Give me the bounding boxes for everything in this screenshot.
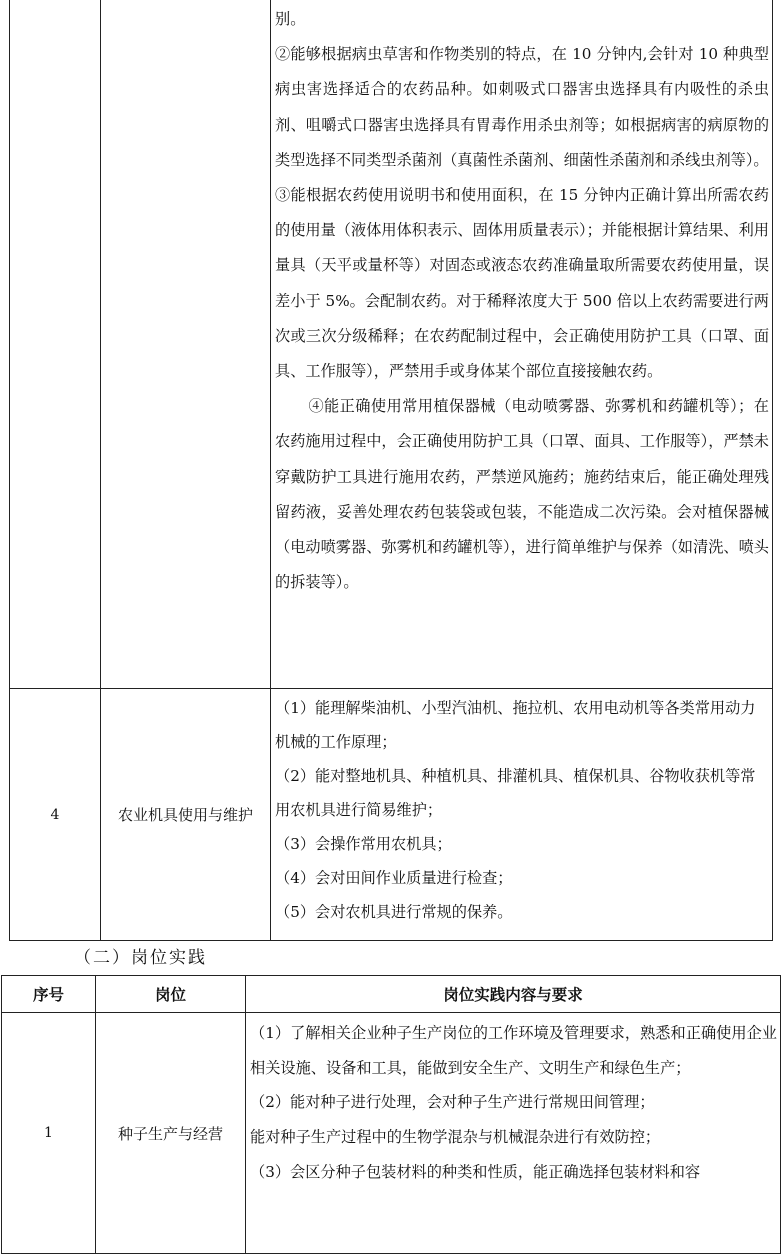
table-row-continued	[10, 0, 773, 689]
requirement-item: （4）会对田间作业质量进行检查；	[275, 869, 513, 887]
requirement-paragraph: ④能正确使用常用植保器械（电动喷雾器、弥雾机和药罐机等）；在农药施用过程中，会正确使用防护工具（口罩、面具、工作服等），严禁未穿戴防护工具进行施用农药，严禁逆风施药；施药结束后，能正确处理残留药液，妥善处理农药包装袋或包装，不能造成二次污染。会对植保器械（电动喷雾器、弥雾机和药罐机等），进行简单维护与保养（如清洗、喷头的拆装等）。	[275, 397, 769, 592]
requirement-item: （2）能对种子进行处理，会对种子生产进行常规田间管理；	[250, 1093, 655, 1112]
job-practice-table	[1, 975, 781, 1254]
requirement-item: （1）了解相关企业种子生产岗位的工作环境及管理要求，熟悉和正确使用企业相关设施、设备和工具，能做到安全生产、文明生产和绿色生产；	[250, 1024, 777, 1077]
requirement-item: （3）会操作常用农机具；	[275, 835, 452, 853]
section-title: （二）岗位实践	[74, 948, 207, 968]
requirement-paragraph: 别。	[275, 10, 306, 28]
column-header-requirements: 岗位实践内容与要求	[246, 976, 781, 1013]
column-header-number: 序号	[2, 976, 96, 1013]
table-header-row	[2, 976, 781, 1013]
requirement-item: （2）能对整地机具、种植机具、排灌机具、植保机具、谷物收获机等常用农机具进行简易维护；	[275, 767, 756, 819]
requirement-paragraph: ③能根据农药使用说明书和使用面积，在 15 分钟内正确计算出所需农药的使用量（液体用体积表示、固体用质量表示）；并能根据计算结果、利用量具（天平或量杯等）对固态或液态农药准确量取所需要农药使用量，误差小于 5%。会配制农药。对于稀释浓度大于 500 倍以上农药需要进行两次或三次分级稀释；在农药配制过程中，会正确使用防护工具（口罩、面具、工作服等），严禁用手或身体某个部位直接接触农药。	[275, 186, 769, 381]
requirement-item: 能对种子生产过程中的生物学混杂与机械混杂进行有效防控；	[250, 1128, 661, 1147]
requirement-item: （5）会对农机具进行常规的保养。	[275, 903, 513, 921]
requirement-item: （3）会区分种子包装材料的种类和性质，能正确选择包装材料和容	[250, 1162, 701, 1181]
row-number: 4	[10, 689, 101, 941]
requirement-item: （1）能理解柴油机、小型汽油机、拖拉机、农用电动机等各类常用动力机械的工作原理；	[275, 699, 756, 751]
requirement-paragraph: ②能够根据病虫草害和作物类别的特点，在 10 分钟内,会针对 10 种典型病虫害选择适合的农药品种。如刺吸式口器害虫选择具有内吸性的杀虫剂、咀嚼式口器害虫选择具有胃毒作用杀虫剂等；如根据病害的病原物的类型选择不同类型杀菌剂（真菌性杀菌剂、细菌性杀菌剂和杀线虫剂等）。	[275, 45, 769, 169]
table-cell-requirements	[271, 689, 773, 941]
table-cell-requirements	[271, 0, 773, 689]
table-cell-number-empty	[10, 0, 101, 689]
row-number: 1	[2, 1013, 96, 1254]
row-course-name: 农业机具使用与维护	[101, 689, 271, 941]
table-cell-requirements	[246, 1013, 781, 1254]
training-content-table	[9, 0, 773, 941]
table-row-4	[10, 689, 773, 941]
row-position-name: 种子生产与经营	[96, 1013, 246, 1254]
table-cell-name-empty	[101, 0, 271, 689]
column-header-position: 岗位	[96, 976, 246, 1013]
table-row-1	[2, 1013, 781, 1254]
